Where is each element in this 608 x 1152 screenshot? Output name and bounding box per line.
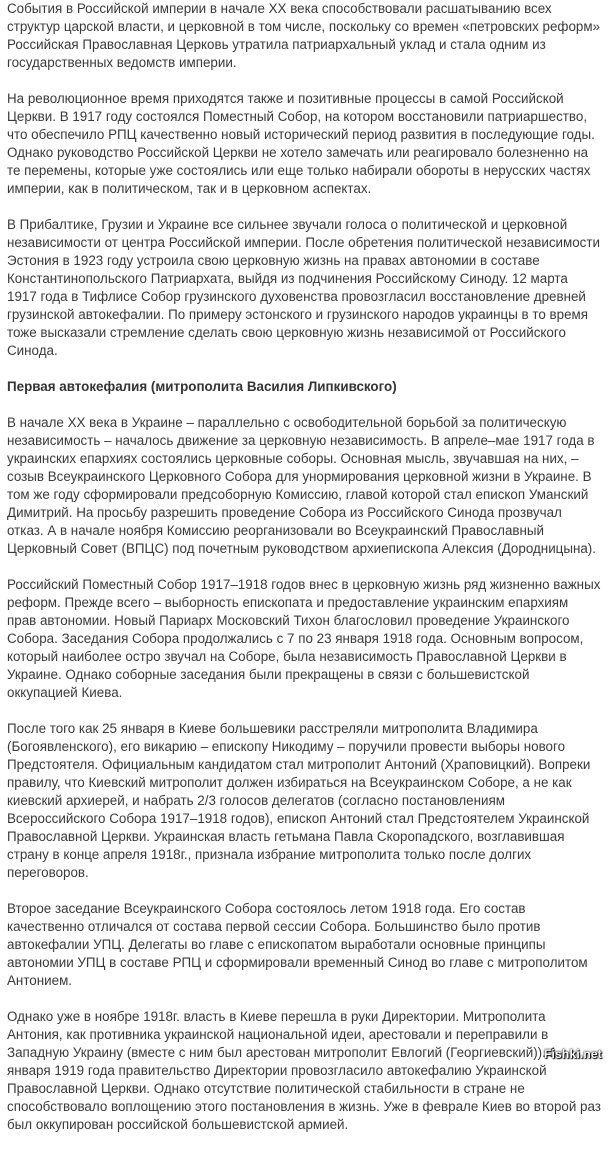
article-body [7, 0, 601, 1152]
paragraph-7: Второе заседание Всеукраинского Собора состоялось летом 1918 года. Его состав качественно отличался от состава первой сессии Собора. Большинство было против автокефалии УПЦ. Делегаты во главе с епископатом выработали основные принципы автономии УПЦ в составе РПЦ и сформировали временный Синод во главе с митрополитом Антонием. [7, 901, 588, 988]
paragraph-5: Российский Поместный Собор 1917–1918 годов внес в церковную жизнь ряд жизненно важных реформ. Прежде всего – выборность епископата и предоставление украинским епархиям прав автономии. Новый Париарх Московский Тихон благословил проведение Украинского Собора. Заседания Собора продолжались с 7 по 23 января 1918 года. Основным вопросом, который наиболее остро звучал на Соборе, была независимость Православной Церкви в Украине. Однако соборные заседания были прекращены в связи с большевистской оккупацией Киева. [7, 577, 601, 700]
paragraph-2: На революционное время приходятся также и позитивные процессы в самой Российской Церкви. В 1917 году состоялся Поместный Собор, на котором восстановили патриаршество, что обеспечило РПЦ качественно новый исторический период развития в последующие годы. Однако руководство Российской Церкви не хотело замечать или реагировало болезненно на те перемены, которые уже состоялись или еще только набирали обороты в нерусских частях империи, как в политическом, так и в церковном аспектах. [7, 91, 595, 196]
paragraph-4: В начале XX века в Украине – параллельно с освободительной борьбой за политическую независимость – началось движение за церковную независимость. В апреле–мае 1917 года в украинских епархиях состоялись церковные соборы. Основная мысль, звучавшая на них, – созыв Всеукраинского Церковного Собора для унормирования церковной жизни в Украине. В том же году сформировали предсоборную Комиссию, главой которой стал епископ Уманский Димитрий. На просьбу разрешить проведение Собора из Российского Синода прозвучал отказ. А в начале ноября Комиссию реорганизовали во Всеукраинский Православный Церковный Совет (ВПЦС) под почетным руководством архиепископа Алексия (Дородницына). [7, 415, 596, 556]
paragraph-6: После того как 25 января в Киеве большевики расстреляли митрополита Владимира (Богоявленского), его викарию – епископу Никодиму – поручили провести выборы нового Предстоятеля. Официальным кандидатом стал митрополит Антоний (Храповицкий). Вопреки правилу, что Киевский митрополит должен избираться на Всеукраинском Соборе, а не как киевский архиерей, и набрать 2/3 голосов делегатов (согласно постановлениям Всероссийского Собора 1917–1918 годов), епископ Антоний стал Предстоятелем Украинской Православной Церкви. Украинская власть гетьмана Павла Скоропадского, возглавившая страну в конце апреля 1918г., признала избрание митрополита только после долгих переговоров. [7, 721, 591, 880]
paragraph-8: Однако уже в ноябре 1918г. власть в Киеве перешла в руки Директории. Митрополита Антония, как противника украинской национальной идеи, арестовали и переправили в Западную Украину (вместе с ним был арестован митрополит Евлогий (Георгиевский)). 1 января 1919 года правительство Директории провозгласило автокефалию Украинской Православной Церкви. Однако отсутствие политической стабильности в стране не способствовало воплощению этого постановления в жизнь. Уже в феврале Киев во второй раз был оккупирован российской большевистской армией. [7, 1009, 601, 1132]
paragraph-1: События в Российской империи в начале XX века способствовали расшатыванию всех структур царской власти, и церковной в том числе, поскольку со времен «петровских реформ» Российская Православная Церковь утратила патриархальный уклад и стала одним из государственных ведомств империи. [7, 1, 600, 70]
section-heading: Первая автокефалия (митрополита Василия Липкивского) [7, 379, 397, 394]
paragraph-3: В Прибалтике, Грузии и Украине все сильнее звучали голоса о политической и церковной независимости от центра Российской империи. После обретения политической независимости Эстония в 1923 году устроила свою церковную жизнь на правах автономии в составе Константинопольского Патриархата, выйдя из подчинения Российскому Синоду. 12 марта 1917 года в Тифлисе Собор грузинского духовенства провозгласил восстановление древней грузинской автокефалии. По примеру эстонского и грузинского народов украинцы в то время тоже высказали стремление сделать свою церковную жизнь независимой от Российского Синода. [7, 217, 600, 358]
site-watermark: Fishki.net [543, 1047, 602, 1061]
